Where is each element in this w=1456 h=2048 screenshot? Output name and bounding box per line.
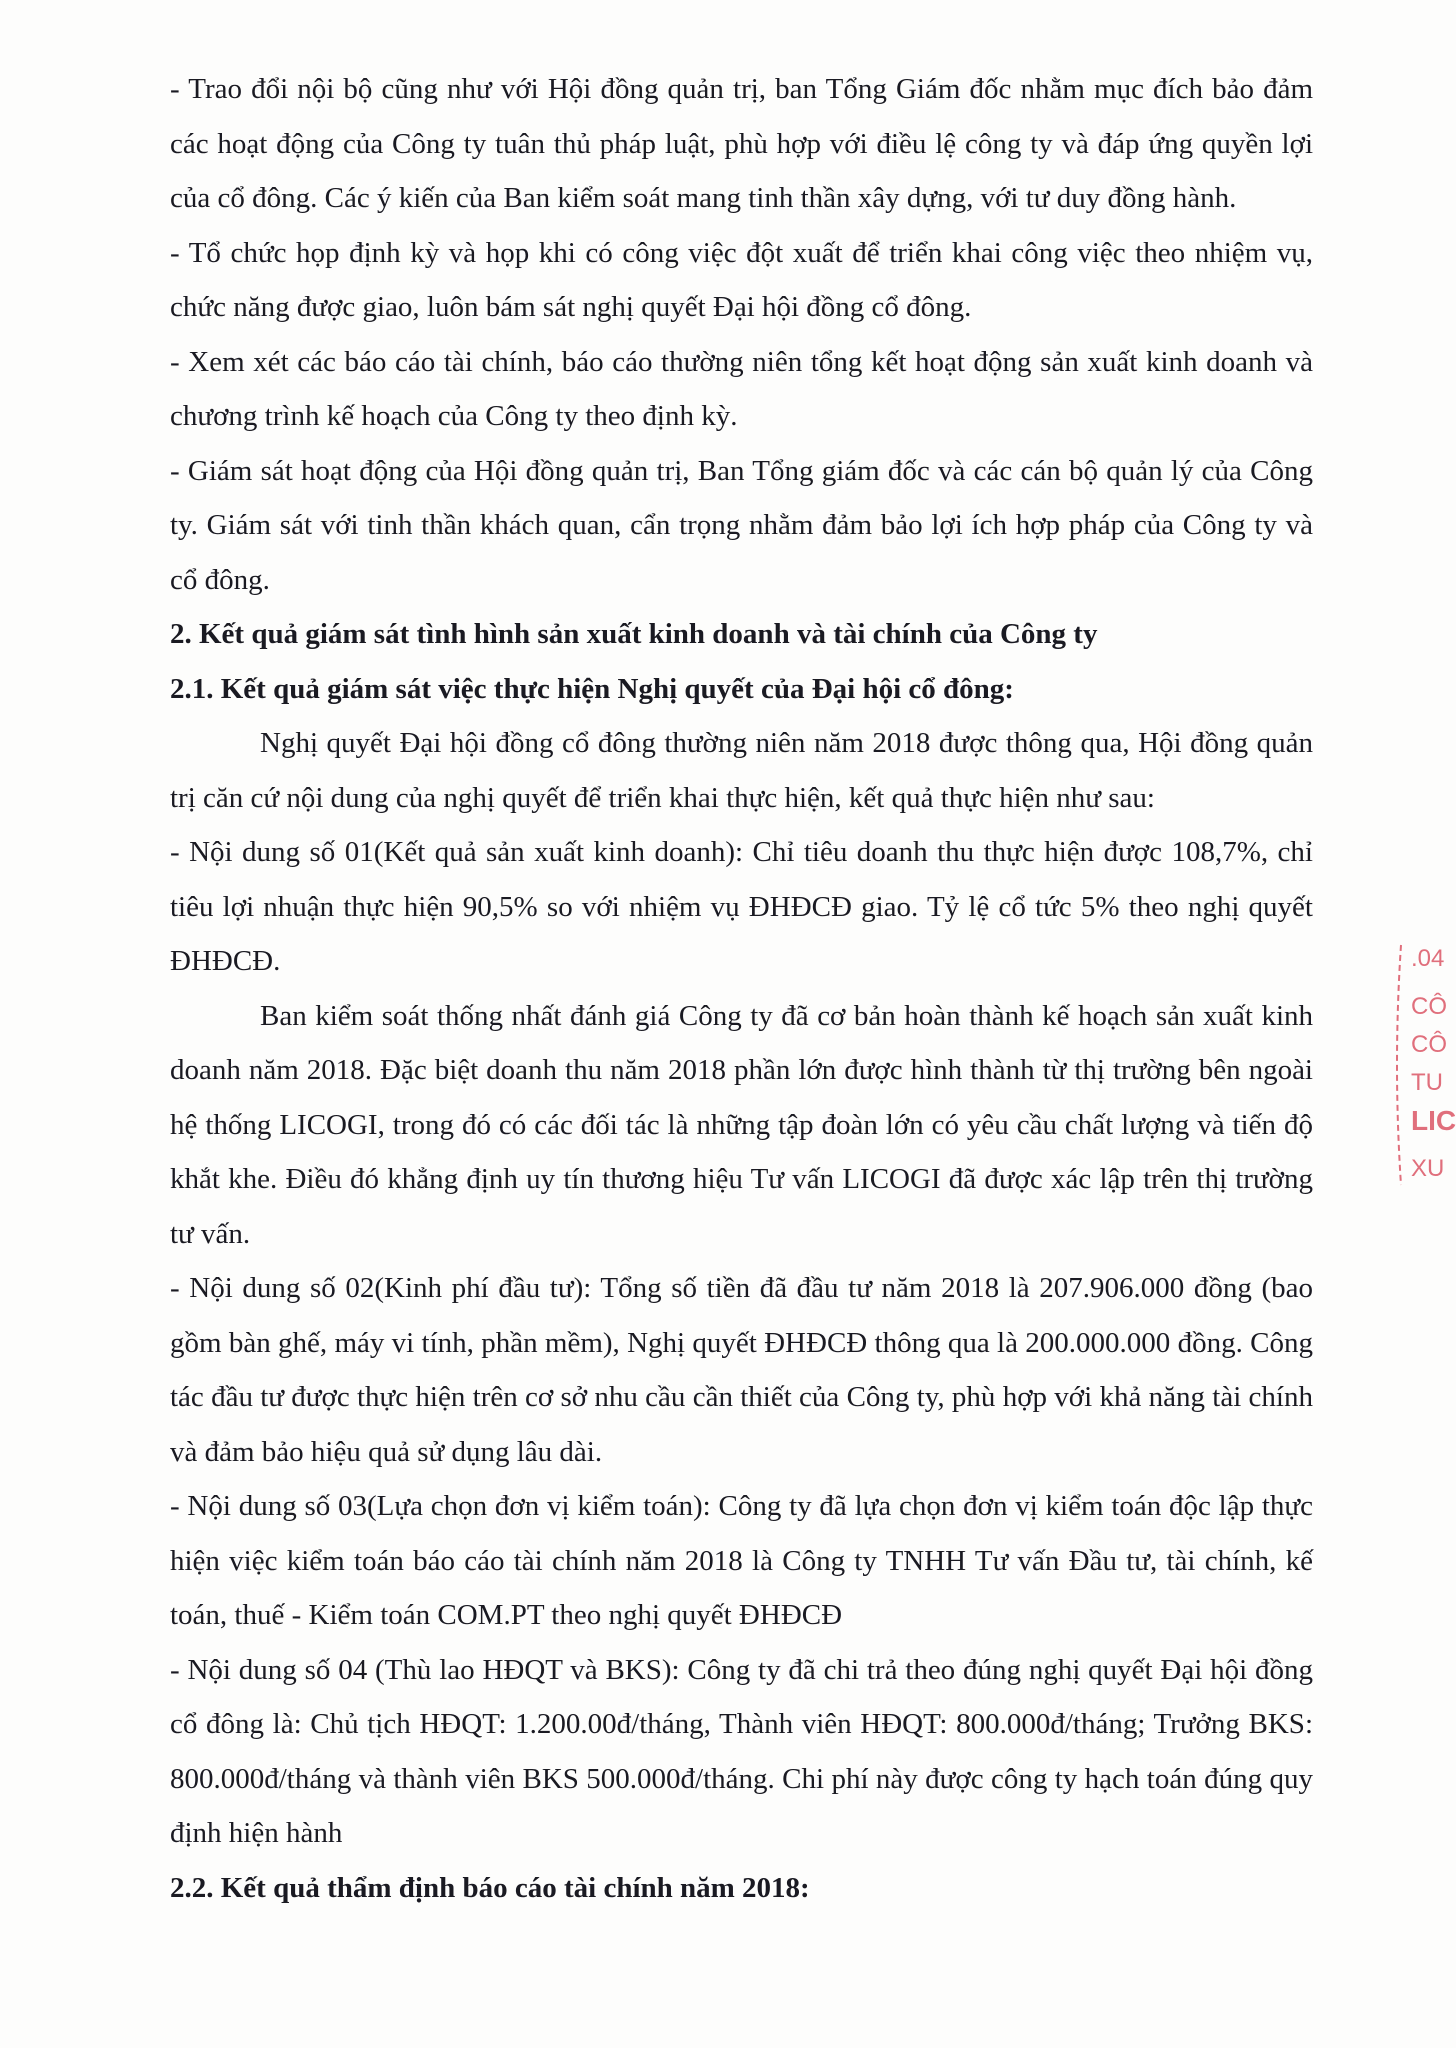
paragraph-resolution-intro: Nghị quyết Đại hội đồng cổ đông thường niên năm 2018 được thông qua, Hội đồng quản trị căn cứ nội dung của nghị quyết để triển khai thực hiện, kết quả thực hiện như sau: — [170, 727, 1313, 814]
seal-text-line: CÔ — [1411, 993, 1447, 1020]
paragraph-content-04: - Nội dung số 04 (Thù lao HĐQT và BKS): Công ty đã chi trả theo đúng nghị quyết Đại hội đồng cổ đông là: Chủ tịch HĐQT: 1.200.00đ/tháng, Thành viên HĐQT: 800.000đ/tháng; Trưởng BKS: 800.000đ/tháng và thành viên BKS 500.000đ/tháng. Chi phí này được công ty hạch toán đúng quy định hiện hành — [170, 1653, 1313, 1849]
paragraph-internal-exchange: - Trao đổi nội bộ cũng như với Hội đồng quản trị, ban Tổng Giám đốc nhằm mục đích bảo đảm các hoạt động của Công ty tuân thủ pháp luật, phù hợp với điều lệ công ty và đáp ứng quyền lợi của cổ đông. Các ý kiến của Ban kiểm soát mang tinh thần xây dựng, với tư duy đồng hành. — [170, 73, 1313, 214]
paragraph-periodic-meetings: - Tổ chức họp định kỳ và họp khi có công việc đột xuất để triển khai công việc theo nhiệm vụ, chức năng được giao, luôn bám sát nghị quyết Đại hội đồng cổ đông. — [170, 236, 1313, 323]
seal-text-line: .04 — [1411, 945, 1445, 972]
seal-text-line: XU — [1411, 1155, 1445, 1182]
seal-text-line: TU — [1411, 1069, 1443, 1096]
paragraph-content-03: - Nội dung số 03(Lựa chọn đơn vị kiểm toán): Công ty đã lựa chọn đơn vị kiểm toán độc lập thực hiện việc kiểm toán báo cáo tài chính năm 2018 là Công ty TNHH Tư vấn Đầu tư, tài chính, kế toán, thuế - Kiểm toán COM.PT theo nghị quyết ĐHĐCĐ — [170, 1490, 1313, 1631]
section-heading-2: 2. Kết quả giám sát tình hình sản xuất kinh doanh và tài chính của Công ty — [170, 618, 1098, 650]
seal-text-line: LIC — [1411, 1105, 1456, 1136]
paragraph-assessment: Ban kiểm soát thống nhất đánh giá Công ty đã cơ bản hoàn thành kế hoạch sản xuất kinh doanh năm 2018. Đặc biệt doanh thu năm 2018 phần lớn được hình thành từ thị trường bên ngoài hệ thống LICOGI, trong đó có các đối tác là những tập đoàn lớn có yêu cầu chất lượng và tiến độ khắt khe. Điều đó khẳng định uy tín thương hiệu Tư vấn LICOGI đã được xác lập trên thị trường tư vấn. — [170, 999, 1313, 1250]
document-body — [170, 62, 1313, 1915]
seal-text-line: CÔ — [1411, 1031, 1447, 1058]
paragraph-content-01: - Nội dung số 01(Kết quả sản xuất kinh doanh): Chỉ tiêu doanh thu thực hiện được 108,7%, chỉ tiêu lợi nhuận thực hiện 90,5% so với nhiệm vụ ĐHĐCĐ giao. Tỷ lệ cổ tức 5% theo nghị quyết ĐHĐCĐ. — [170, 836, 1313, 977]
company-seal-stamp — [1393, 940, 1456, 1190]
paragraph-supervision: - Giám sát hoạt động của Hội đồng quản trị, Ban Tổng giám đốc và các cán bộ quản lý của Công ty. Giám sát với tinh thần khách quan, cẩn trọng nhằm đảm bảo lợi ích hợp pháp của Công ty và cổ đông. — [170, 454, 1313, 596]
section-heading-2-2: 2.2. Kết quả thẩm định báo cáo tài chính năm 2018: — [170, 1871, 810, 1904]
section-heading-2-1: 2.1. Kết quả giám sát việc thực hiện Nghị quyết của Đại hội cổ đông: — [170, 672, 1014, 705]
paragraph-review-reports: - Xem xét các báo cáo tài chính, báo cáo thường niên tổng kết hoạt động sản xuất kinh doanh và chương trình kế hoạch của Công ty theo định kỳ. — [170, 345, 1313, 432]
paragraph-content-02: - Nội dung số 02(Kinh phí đầu tư): Tổng số tiền đã đầu tư năm 2018 là 207.906.000 đồng (bao gồm bàn ghế, máy vi tính, phần mềm), Nghị quyết ĐHĐCĐ thông qua là 200.000.000 đồng. Công tác đầu tư được thực hiện trên cơ sở nhu cầu cần thiết của Công ty, phù hợp với khả năng tài chính và đảm bảo hiệu quả sử dụng lâu dài. — [170, 1272, 1313, 1468]
